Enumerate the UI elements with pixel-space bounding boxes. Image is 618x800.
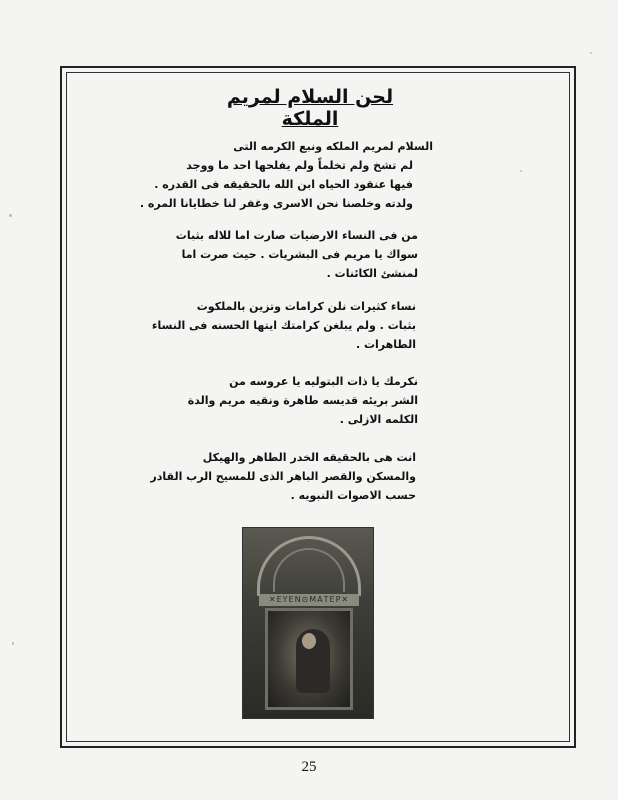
- stanza-line: والمسكن والقصر الباهر الذى للمسيح الرب القادر: [150, 470, 416, 483]
- stanza-line: نساء كثيرات نلن كرامات وتزين بالملكوت: [196, 300, 416, 313]
- stanza-line: من فى النساء الارضيات صارت اما للاله بثبات: [175, 229, 418, 242]
- stanza-line: حسب الاصوات النبويه .: [290, 489, 416, 502]
- stanza-3: [152, 297, 416, 354]
- stanza-line: ولدته وخلصنا نحن الاسرى وغفر لنا خطايانا المره .: [139, 197, 413, 210]
- face-highlight: [302, 633, 316, 649]
- hymn-title: لحن السلام لمريم الملكة: [226, 86, 394, 130]
- stanza-line: نكرمك يا ذات البتوليه يا عروسه من: [229, 375, 418, 388]
- stanza-4: [188, 372, 418, 429]
- inscription-band: ✕ΕΥΕΝ⊙ΜΑΤΕΡ✕: [259, 594, 359, 606]
- stanza-line: لم تشخ ولم تخلماً ولم يفلحها احد ما ووجد: [186, 159, 413, 172]
- stanza-1: [139, 137, 433, 213]
- stanza-line: الشر بريئه قديسه طاهرة ونقيه مريم والدة: [187, 394, 418, 407]
- stanza-2: [176, 226, 418, 283]
- stanza-line: لمنشئ الكائنات .: [326, 267, 418, 280]
- stanza-line: سواك يا مريم فى البشريات . حيث صرت اما: [181, 248, 418, 261]
- virgin-and-child-icon: [265, 608, 353, 710]
- scan-speck: [12, 642, 14, 645]
- stanza-line: الكلمه الازلى .: [339, 413, 418, 426]
- stanza-line: الطاهرات .: [355, 338, 416, 351]
- stanza-line: فيها عنقود الحياه ابن الله بالحقيقه فى القدره .: [154, 178, 413, 191]
- scan-speck: [590, 52, 592, 54]
- scan-speck: [9, 214, 12, 217]
- stanza-line: انت هى بالحقيقه الخدر الطاهر والهيكل: [202, 451, 416, 464]
- stanza-line: السلام لمريم الملكه ونبع الكرمه التى: [233, 140, 433, 153]
- page-number: 25: [301, 759, 317, 775]
- stanza-5: [150, 448, 416, 505]
- stanza-line: بثبات . ولم يبلغن كرامتك ايتها الحسنه فى النساء: [151, 319, 416, 332]
- icon-photo: [242, 527, 374, 719]
